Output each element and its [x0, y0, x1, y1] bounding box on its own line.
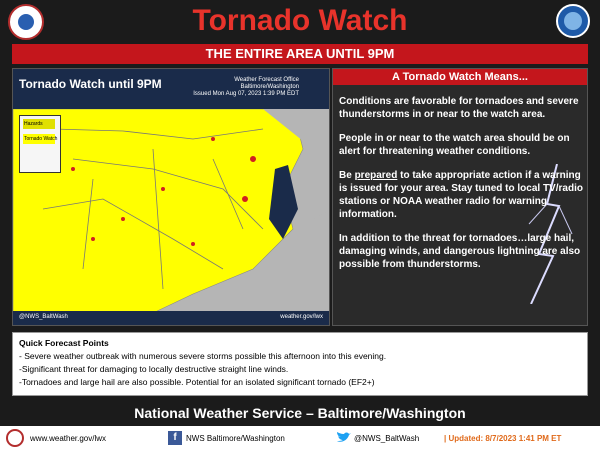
legend-label-hazards: Hazards: [24, 121, 43, 127]
website-link[interactable]: www.weather.gov/lwx: [30, 434, 107, 443]
info-paragraph-4: In addition to the threat for tornadoes…large hail, damaging winds, and dangerous lightning are also possible from thunderstorms.: [339, 233, 581, 270]
map-footer: [13, 311, 329, 325]
forecast-point-1: - Severe weather outbreak with numerous severe storms possible this afternoon into this evening.: [19, 351, 387, 361]
info-heading: A Tornado Watch Means...: [333, 69, 587, 85]
map-graphic: [13, 69, 330, 326]
info-p3-emphasis: prepared: [354, 170, 398, 181]
facebook-link[interactable]: NWS Baltimore/Washington: [186, 434, 285, 443]
office-line-1: Weather Forecast Office: [234, 77, 299, 83]
info-p3-pre: Be: [339, 170, 355, 181]
noaa-logo: [556, 4, 590, 38]
subtitle-banner: THE ENTIRE AREA UNTIL 9PM: [12, 44, 588, 64]
office-line-3: Issued Mon Aug 07, 2023 1:39 PM EDT: [193, 91, 299, 97]
footer: [0, 426, 600, 450]
map-legend: [19, 115, 61, 173]
forecast-point-3: -Tornadoes and large hail are also possible. Potential for an isolated significant tornado (EF2+): [19, 377, 375, 387]
info-paragraph-1: Conditions are favorable for tornadoes and severe thunderstorms in or near to the watch area.: [339, 96, 579, 120]
watch-info-panel: [332, 68, 588, 326]
forecast-point-2: -Significant threat for damaging to locally destructive straight line winds.: [19, 364, 289, 374]
twitter-link[interactable]: @NWS_BaltWash: [354, 434, 420, 443]
header: [0, 0, 600, 42]
map-office-info: [193, 77, 299, 98]
map-title: Tornado Watch until 9PM: [19, 77, 162, 91]
watch-map: [12, 68, 330, 326]
nws-small-logo: [6, 429, 24, 447]
info-body: [339, 95, 583, 282]
info-p3-post: to take appropriate action if a warning is issued for your area. Stay tuned to local TV/radio stations or NOAA weather radio for warning information.: [339, 170, 583, 220]
legend-label-tornado-watch: Tornado Watch: [24, 136, 58, 142]
map-footer-twitter: @NWS_BaltWash: [19, 314, 68, 320]
page-title: Tornado Watch: [192, 4, 408, 37]
quick-forecast-heading: Quick Forecast Points: [19, 338, 109, 348]
office-title: National Weather Service – Baltimore/Washington: [134, 405, 466, 421]
map-footer-website: weather.gov/lwx: [280, 314, 323, 320]
updated-timestamp: | Updated: 8/7/2023 1:41 PM ET: [444, 434, 562, 443]
info-paragraph-3: [339, 169, 583, 221]
facebook-icon[interactable]: f: [168, 431, 182, 445]
twitter-icon[interactable]: [336, 431, 352, 445]
office-line-2: Baltimore/Washington: [240, 84, 299, 90]
quick-forecast-box: [12, 332, 588, 396]
info-paragraph-2: People in or near to the watch area should be on alert for threatening weather conditions.: [339, 133, 570, 157]
